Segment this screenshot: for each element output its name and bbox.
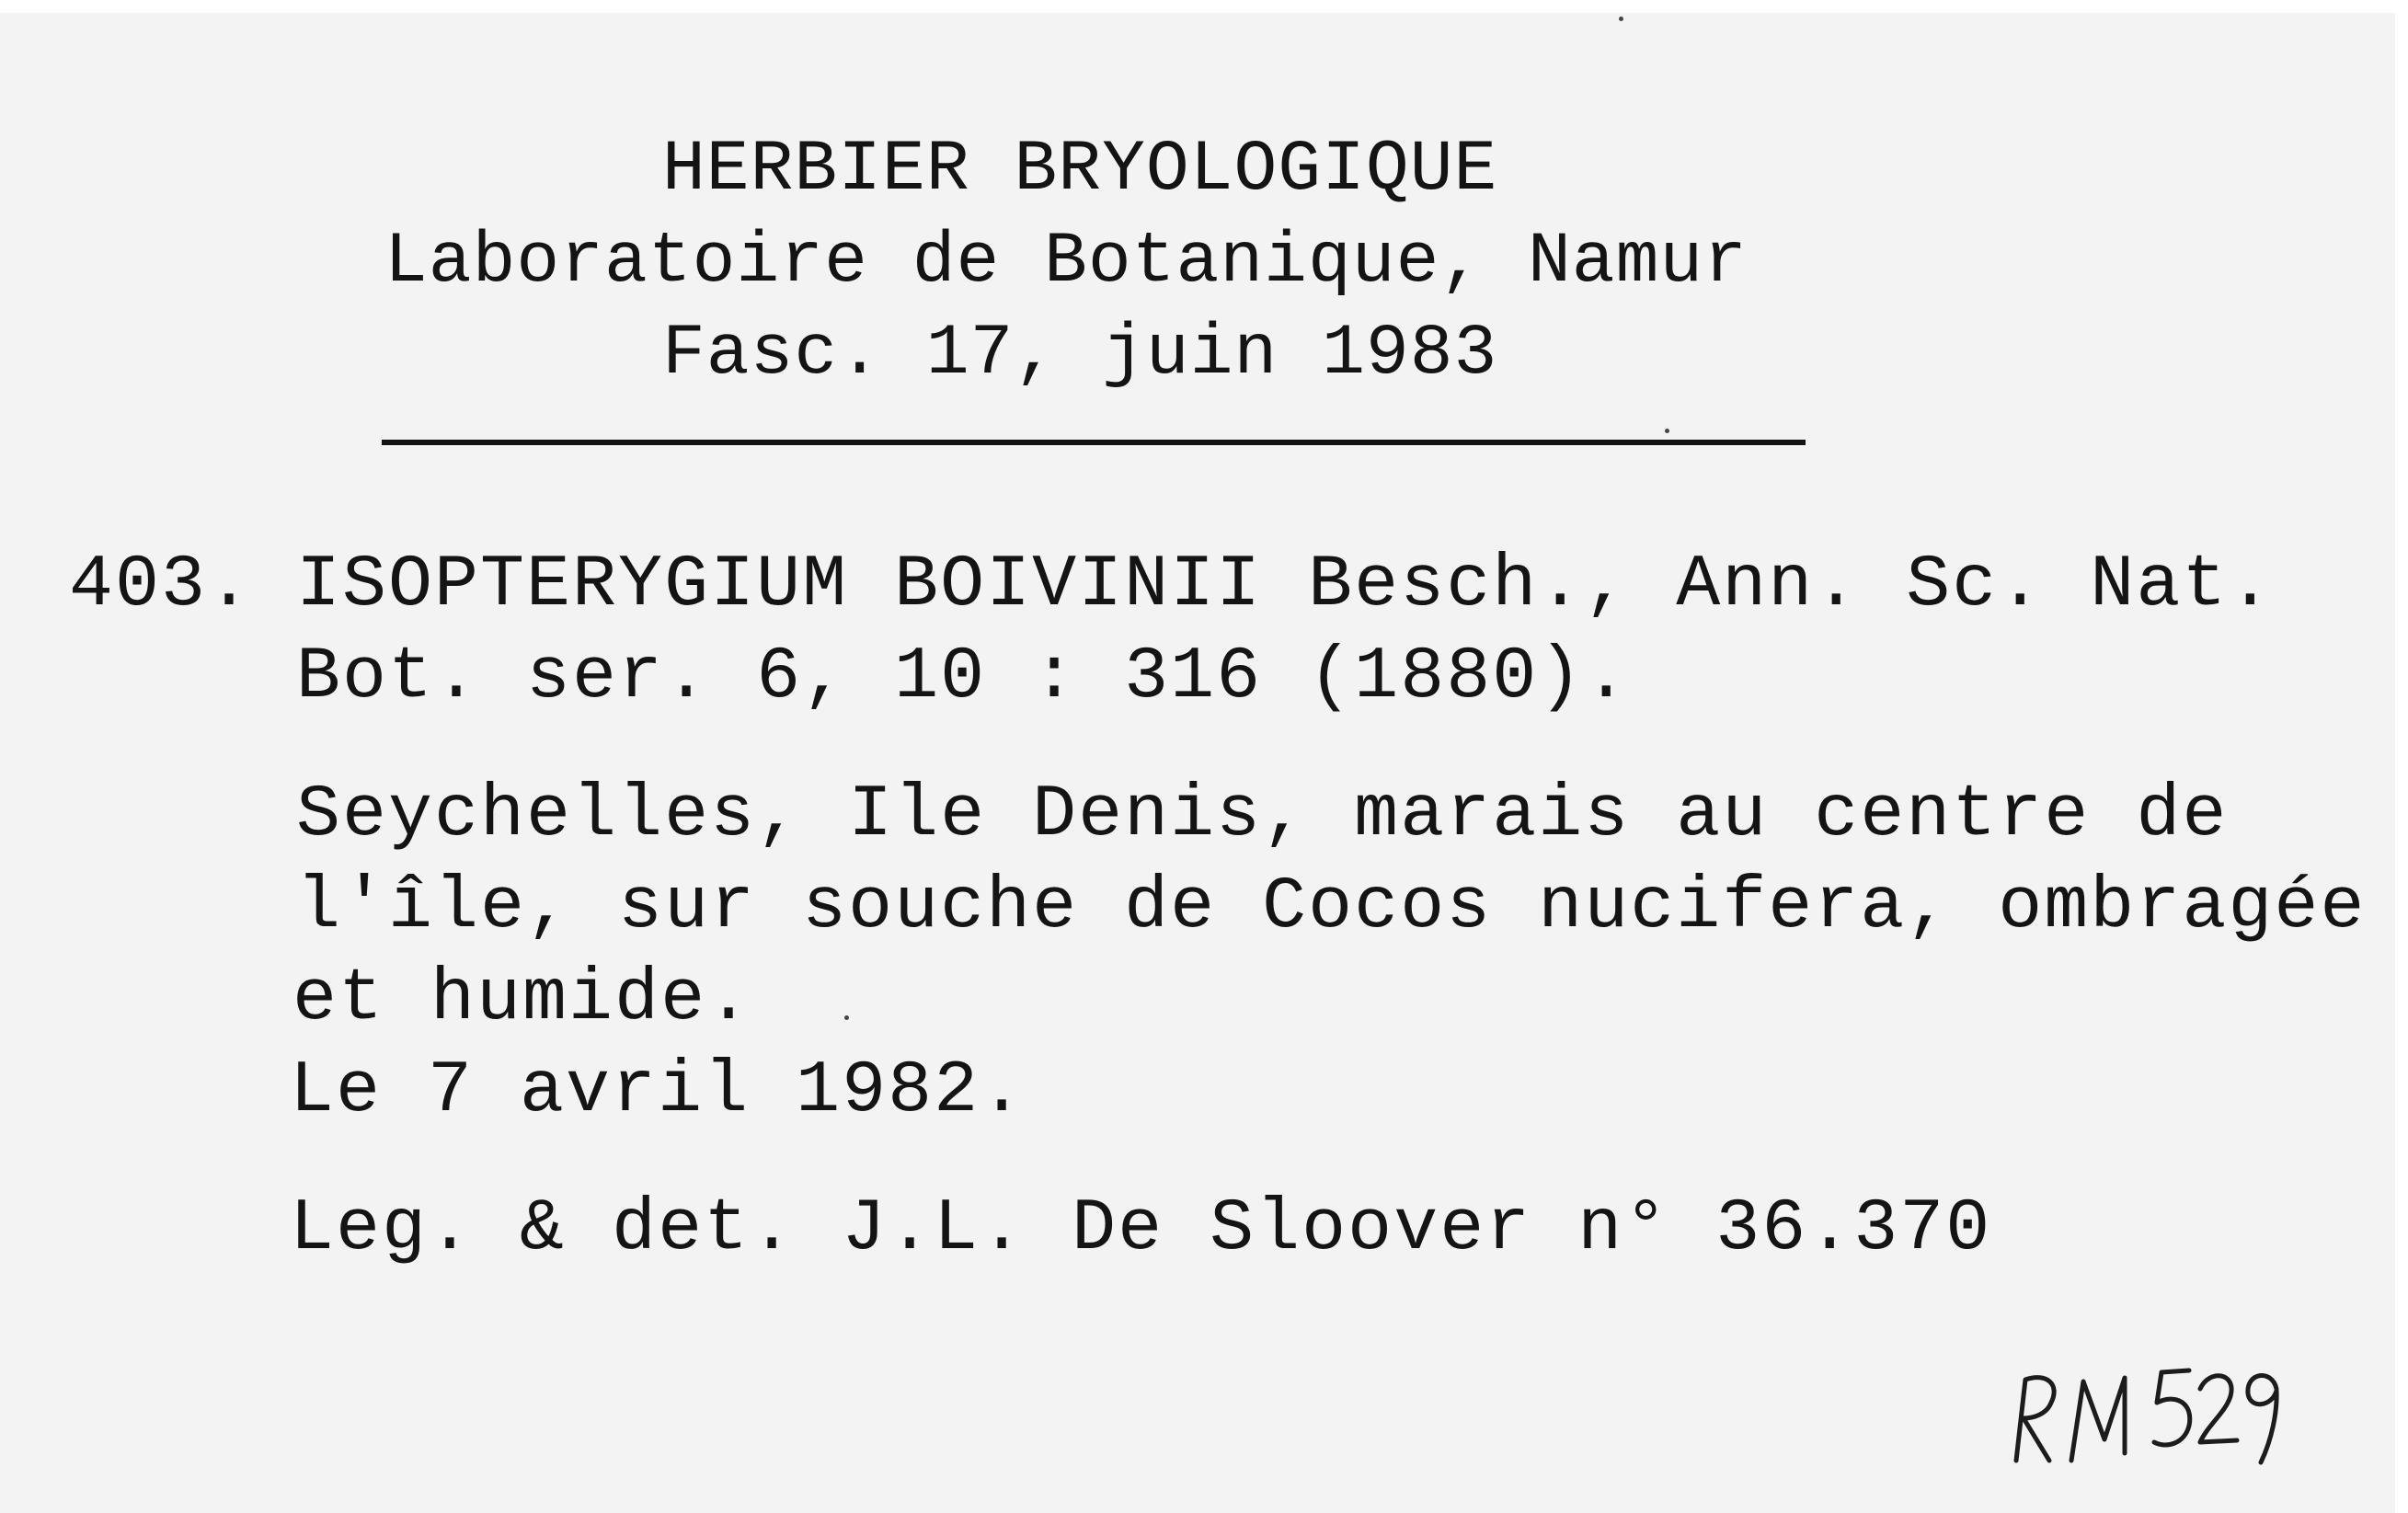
laboratory-name: Laboratoire de Botanique, Namur	[384, 222, 1749, 303]
specimen-number: 403.	[69, 544, 254, 627]
taxon-citation: ISOPTERYGIUM BOIVINII Besch., Ann. Sc. Nat.	[296, 544, 2275, 627]
locality-line-1: Seychelles, Ile Denis, marais au centre de	[296, 774, 2229, 857]
header-divider	[382, 440, 1806, 445]
scan-speck	[1665, 429, 1669, 433]
handwritten-accession-note	[1996, 1352, 2290, 1481]
herbarium-title: HERBIER BRYOLOGIQUE	[662, 130, 1498, 211]
handwriting-drawing	[1996, 1352, 2290, 1481]
locality-line-2: l'île, sur souche de Cocos nucifera, ombragée	[296, 865, 2367, 949]
locality-line-3: et humide.	[292, 957, 753, 1041]
scan-speck	[844, 1015, 849, 1020]
citation-continued: Bot. ser. 6, 10 : 316 (1880).	[296, 636, 1631, 719]
fascicle-info: Fasc. 17, juin 1983	[662, 314, 1498, 395]
scan-speck	[1619, 17, 1623, 21]
top-border	[0, 0, 2408, 13]
collector-info: Leg. & det. J.L. De Sloover n° 36.370	[290, 1187, 1992, 1271]
collection-date: Le 7 avril 1982.	[290, 1049, 1026, 1133]
right-border	[2395, 0, 2408, 1513]
